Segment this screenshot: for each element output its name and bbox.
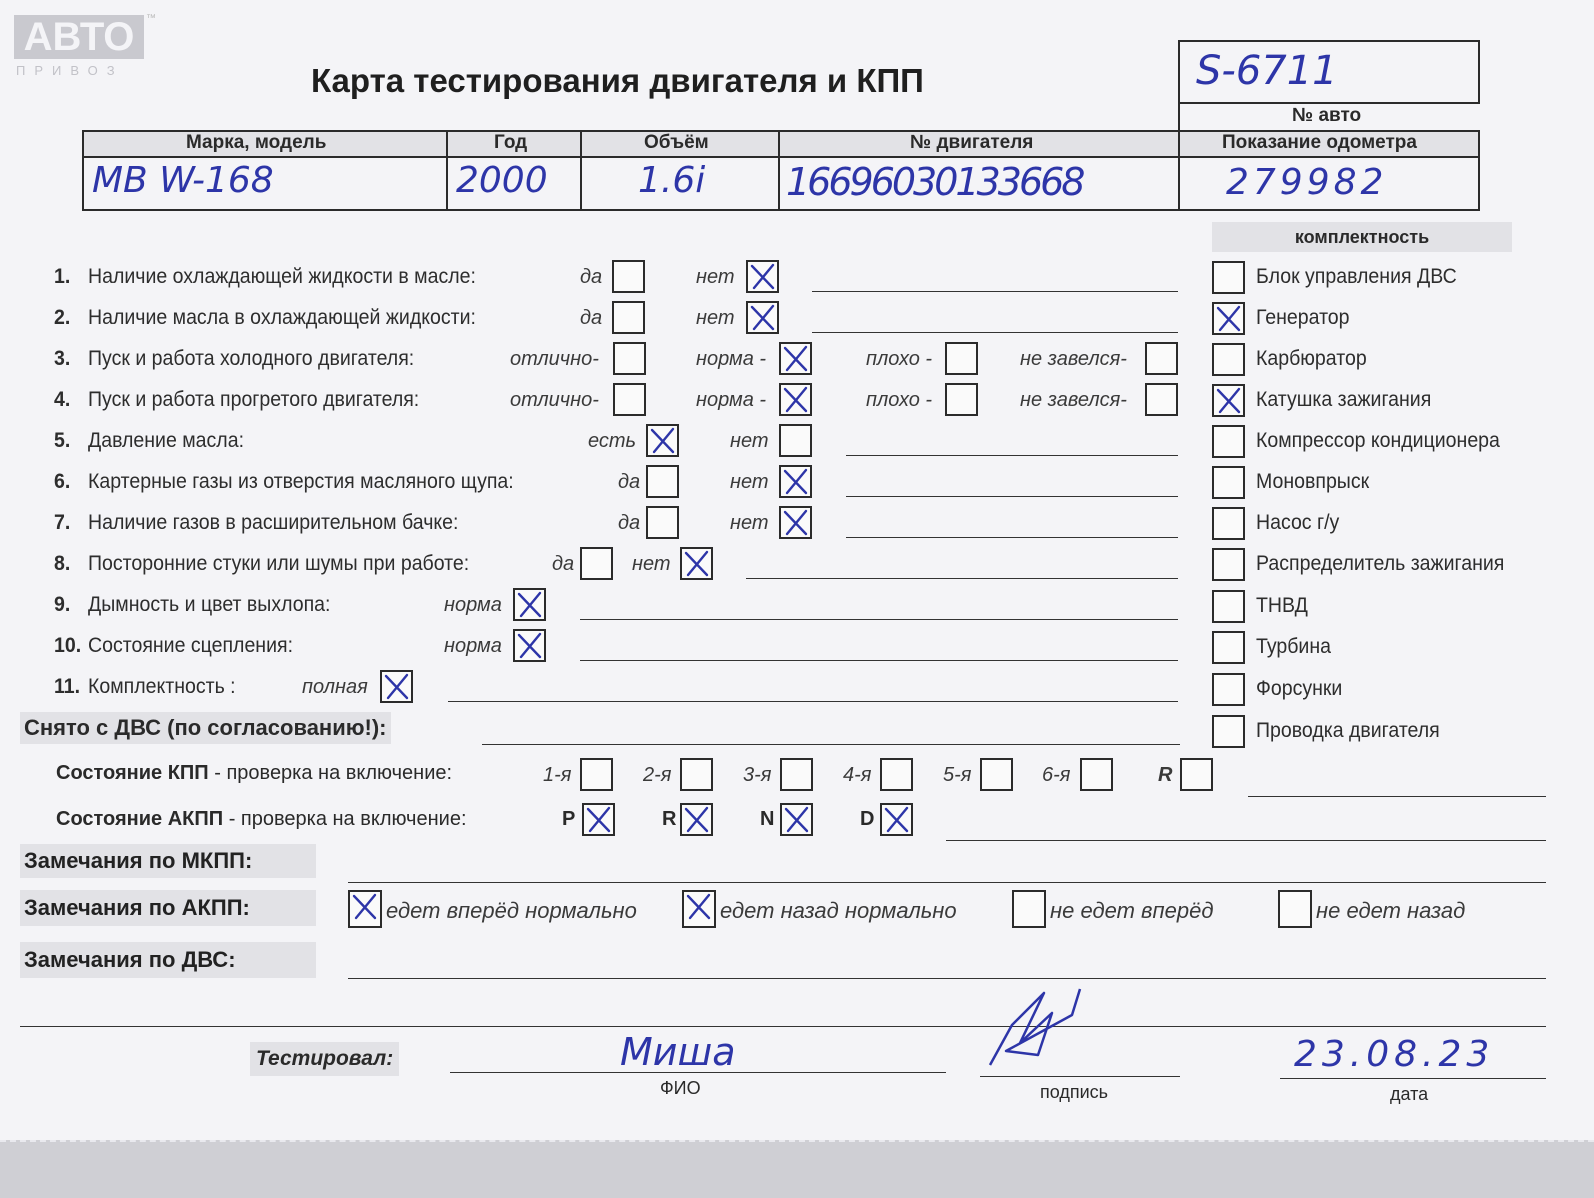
item-checkbox[interactable] xyxy=(1145,342,1178,375)
item-number: 5. xyxy=(54,429,71,452)
kpp-label-rest: - проверка на включение: xyxy=(208,762,453,784)
fill-line xyxy=(846,537,1178,538)
torn-edge xyxy=(0,1140,1594,1198)
option-label: отлично- xyxy=(510,348,599,370)
item-label: Состояние сцепления: xyxy=(88,634,294,657)
item-label: Наличие газов в расширительном бачке: xyxy=(88,511,459,534)
option-label: да xyxy=(580,307,603,329)
akpp-remark-label: не едет вперёд xyxy=(1050,898,1214,923)
kit-item-label: Проводка двигателя xyxy=(1256,719,1440,742)
item-checkbox[interactable] xyxy=(612,260,645,293)
item-label: Картерные газы из отверстия масляного щупа: xyxy=(88,470,514,493)
option-label: нет xyxy=(730,471,769,493)
item-number: 1. xyxy=(54,265,71,288)
item-checkbox[interactable] xyxy=(646,506,679,539)
check-x-icon xyxy=(682,549,711,578)
item-number: 11. xyxy=(54,675,81,698)
item-checkbox[interactable] xyxy=(779,342,812,375)
check-x-icon xyxy=(781,344,810,373)
page-title: Карта тестирования двигателя и КПП xyxy=(311,62,924,99)
item-number: 2. xyxy=(54,306,71,329)
akpp-gear-label: D xyxy=(860,808,875,830)
value-model: MB W-168 xyxy=(92,160,274,201)
item-number: 3. xyxy=(54,347,71,370)
akpp-remark-checkbox[interactable] xyxy=(1012,890,1046,928)
option-label: да xyxy=(552,553,575,575)
option-label: да xyxy=(618,512,641,534)
kit-item-label: Форсунки xyxy=(1256,677,1343,700)
item-checkbox[interactable] xyxy=(613,342,646,375)
check-x-icon xyxy=(748,262,777,291)
kit-item-label: Генератор xyxy=(1256,306,1350,329)
kit-item-label: Моновпрыск xyxy=(1256,470,1370,493)
fill-line xyxy=(812,291,1178,292)
item-number: 4. xyxy=(54,388,71,411)
date-label: дата xyxy=(1390,1084,1429,1104)
check-x-icon xyxy=(1214,386,1243,415)
option-label: нет xyxy=(730,430,769,452)
item-checkbox[interactable] xyxy=(779,506,812,539)
akpp-remark-label: едет вперёд нормально xyxy=(386,898,637,923)
kit-checkbox[interactable] xyxy=(1212,425,1245,458)
option-label: не завелся- xyxy=(1020,348,1127,370)
akpp-remark-label: едет назад нормально xyxy=(720,898,957,923)
kit-item-label: Распределитель зажигания xyxy=(1256,552,1505,575)
item-label: Наличие охлаждающей жидкости в масле: xyxy=(88,265,476,288)
avto-logo xyxy=(14,13,156,78)
item-checkbox[interactable] xyxy=(646,424,679,457)
kpp-gear-checkbox[interactable] xyxy=(580,758,613,791)
fio-label: ФИО xyxy=(660,1078,701,1098)
fill-line xyxy=(746,578,1178,579)
akpp-gear-checkbox[interactable] xyxy=(880,803,913,836)
option-label: нет xyxy=(730,512,769,534)
fill-line xyxy=(846,455,1178,456)
check-x-icon xyxy=(781,467,810,496)
col-header-model: Марка, модель xyxy=(186,132,327,153)
option-label: норма xyxy=(444,594,502,616)
option-label: не завелся- xyxy=(1020,389,1127,411)
kit-checkbox[interactable] xyxy=(1212,261,1245,294)
fill-line xyxy=(812,332,1178,333)
logo-sub: ПРИВОЗ xyxy=(16,63,124,78)
item-checkbox[interactable] xyxy=(646,465,679,498)
kpp-label-bold: Состояние КПП xyxy=(56,762,209,784)
item-label: Пуск и работа прогретого двигателя: xyxy=(88,388,420,411)
check-x-icon xyxy=(648,426,677,455)
akpp-remark-checkbox[interactable] xyxy=(1278,890,1312,928)
item-checkbox[interactable] xyxy=(746,301,779,334)
option-label: плохо - xyxy=(866,348,933,370)
item-label: Дымность и цвет выхлопа: xyxy=(88,593,331,616)
tested-label: Тестировал: xyxy=(250,1042,399,1076)
check-x-icon xyxy=(382,672,411,701)
value-volume: 1.6i xyxy=(638,160,706,201)
item-checkbox[interactable] xyxy=(513,588,546,621)
akpp-gear-checkbox[interactable] xyxy=(780,803,813,836)
check-x-icon xyxy=(515,631,544,660)
fill-line xyxy=(448,701,1178,702)
item-checkbox[interactable] xyxy=(945,342,978,375)
akpp-gear-label: P xyxy=(562,808,576,830)
option-label: норма - xyxy=(696,389,767,411)
col-header-odometer: Показание одометра xyxy=(1222,132,1417,153)
kit-checkbox[interactable] xyxy=(1212,343,1245,376)
item-number: 6. xyxy=(54,470,71,493)
signature xyxy=(982,985,1102,1075)
akpp-remark-label: не едет назад xyxy=(1316,898,1466,923)
remarks-mkpp-label: Замечания по МКПП: xyxy=(20,844,316,878)
kit-item-label: Турбина xyxy=(1256,635,1331,658)
check-x-icon xyxy=(684,892,713,921)
item-number: 8. xyxy=(54,552,71,575)
check-x-icon xyxy=(682,805,711,834)
check-x-icon xyxy=(782,805,811,834)
akpp-gear-checkbox[interactable] xyxy=(582,803,615,836)
akpp-gear-label: R xyxy=(662,808,677,830)
kit-item-label: Блок управления ДВС xyxy=(1256,265,1457,288)
value-engine-no: 16696030133668 xyxy=(786,160,1083,204)
item-checkbox[interactable] xyxy=(1145,383,1178,416)
kit-item-label: Насос г/у xyxy=(1256,511,1340,534)
item-checkbox[interactable] xyxy=(779,424,812,457)
fill-line xyxy=(580,619,1178,620)
check-x-icon xyxy=(781,508,810,537)
item-checkbox[interactable] xyxy=(746,260,779,293)
test-date: 23.08.23 xyxy=(1294,1034,1495,1075)
item-number: 10. xyxy=(54,634,82,657)
kit-item-label: Катушка зажигания xyxy=(1256,388,1432,411)
kit-checkbox[interactable] xyxy=(1212,507,1245,540)
kpp-gear-checkbox[interactable] xyxy=(680,758,713,791)
option-label: нет xyxy=(696,266,735,288)
kpp-gear-checkbox[interactable] xyxy=(980,758,1013,791)
kit-checkbox[interactable] xyxy=(1212,715,1245,748)
item-label: Пуск и работа холодного двигателя: xyxy=(88,347,415,370)
check-x-icon xyxy=(350,892,379,921)
kpp-gear-label: R xyxy=(1158,764,1173,786)
item-label: Посторонние стуки или шумы при работе: xyxy=(88,552,470,575)
item-checkbox[interactable] xyxy=(612,301,645,334)
option-label: нет xyxy=(696,307,735,329)
item-label: Давление масла: xyxy=(88,429,244,452)
akpp-label-bold: Состояние АКПП xyxy=(56,808,224,830)
kpp-gear-label: 1-я xyxy=(543,764,572,786)
kit-checkbox[interactable] xyxy=(1212,590,1245,623)
col-header-year: Год xyxy=(494,132,528,153)
kit-checkbox[interactable] xyxy=(1212,548,1245,581)
col-header-engine-no: № двигателя xyxy=(910,132,1034,153)
item-checkbox[interactable] xyxy=(680,547,713,580)
kit-title: комплектность xyxy=(1212,222,1512,252)
item-checkbox[interactable] xyxy=(580,547,613,580)
value-odometer: 279982 xyxy=(1226,162,1388,203)
signature-label: подпись xyxy=(1040,1082,1109,1102)
kpp-gear-label: 3-я xyxy=(743,764,772,786)
item-checkbox[interactable] xyxy=(779,465,812,498)
item-number: 9. xyxy=(54,593,71,616)
kit-checkbox[interactable] xyxy=(1212,631,1245,664)
option-label: норма - xyxy=(696,348,767,370)
col-header-volume: Объём xyxy=(644,132,709,153)
option-label: есть xyxy=(588,430,637,452)
check-x-icon xyxy=(882,805,911,834)
item-label: Наличие масла в охлаждающей жидкости: xyxy=(88,306,476,329)
kit-checkbox[interactable] xyxy=(1212,673,1245,706)
item-checkbox[interactable] xyxy=(613,383,646,416)
removed-label: Снято с ДВС (по согласованию!): xyxy=(20,712,391,744)
kpp-gear-checkbox[interactable] xyxy=(780,758,813,791)
option-label: да xyxy=(580,266,603,288)
auto-number-box xyxy=(1178,40,1480,104)
option-label: норма xyxy=(444,635,502,657)
akpp-remark-checkbox[interactable] xyxy=(682,890,716,928)
akpp-remark-checkbox[interactable] xyxy=(348,890,382,928)
kit-item-label: Компрессор кондиционера xyxy=(1256,429,1500,452)
kpp-gear-checkbox[interactable] xyxy=(880,758,913,791)
auto-number-value: S-6711 xyxy=(1196,48,1338,94)
option-label: нет xyxy=(632,553,671,575)
kit-checkbox[interactable] xyxy=(1212,466,1245,499)
akpp-gear-checkbox[interactable] xyxy=(680,803,713,836)
value-year: 2000 xyxy=(456,160,548,201)
check-x-icon xyxy=(1214,304,1243,333)
kpp-gear-label: 6-я xyxy=(1042,764,1071,786)
option-label: плохо - xyxy=(866,389,933,411)
item-label: Комплектность : xyxy=(88,675,236,698)
check-x-icon xyxy=(748,303,777,332)
option-label: отлично- xyxy=(510,389,599,411)
kpp-gear-label: 4-я xyxy=(843,764,872,786)
remarks-akpp-label: Замечания по АКПП: xyxy=(20,890,316,926)
kpp-gear-label: 5-я xyxy=(943,764,972,786)
item-checkbox[interactable] xyxy=(513,629,546,662)
akpp-label-rest: - проверка на включение: xyxy=(223,808,467,830)
fill-line xyxy=(846,496,1178,497)
kpp-gear-checkbox[interactable] xyxy=(1180,758,1213,791)
option-label: да xyxy=(618,471,641,493)
akpp-gear-label: N xyxy=(760,808,775,830)
check-x-icon xyxy=(515,590,544,619)
fill-line xyxy=(580,660,1178,661)
item-checkbox[interactable] xyxy=(945,383,978,416)
auto-number-label: № авто xyxy=(1292,105,1362,126)
logo-tm: ™ xyxy=(146,13,156,24)
tester-name: Миша xyxy=(620,1030,736,1074)
kpp-label xyxy=(56,762,452,785)
kit-item-label: Карбюратор xyxy=(1256,347,1367,370)
kit-checkbox[interactable] xyxy=(1212,384,1245,417)
kit-checkbox[interactable] xyxy=(1212,302,1245,335)
akpp-label xyxy=(56,808,467,831)
check-x-icon xyxy=(781,385,810,414)
item-checkbox[interactable] xyxy=(380,670,413,703)
kpp-gear-checkbox[interactable] xyxy=(1080,758,1113,791)
kit-item-label: ТНВД xyxy=(1256,594,1308,617)
item-number: 7. xyxy=(54,511,71,534)
check-x-icon xyxy=(584,805,613,834)
option-label: полная xyxy=(302,676,368,698)
logo-text: АВТО xyxy=(14,15,144,59)
item-checkbox[interactable] xyxy=(779,383,812,416)
kpp-gear-label: 2-я xyxy=(643,764,672,786)
remarks-dvs-label: Замечания по ДВС: xyxy=(20,942,316,978)
